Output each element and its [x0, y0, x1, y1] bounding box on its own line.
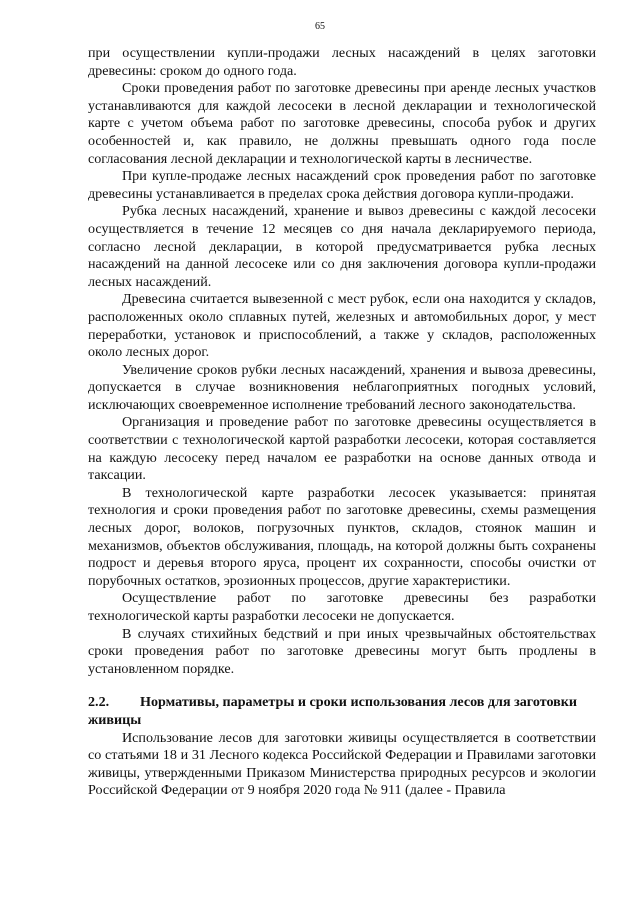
paragraph: Древесина считается вывезенной с мест рубок, если она находится у складов, расположенных около сплавных путей, железных и автомобильных дорог, у мест переработки, установок и приспособлений, а также у складов, расположенных около лесных дорог. — [88, 291, 596, 361]
paragraph: Организация и проведение работ по заготовке древесины осуществляется в соответствии с технологической картой разработки лесосеки, которая составляется на каждую лесосеку перед началом ее разработки на основе данных отвода и таксации. — [88, 414, 596, 484]
paragraph: Рубка лесных насаждений, хранение и вывоз древесины с каждой лесосеки осуществляется в течение 12 месяцев со дня начала декларируемого периода, согласно лесной декларации, в которой предусматривается рубка лесных насаждений на данной лесосеке или со дня заключения договора купли-продажи лесных насаждений. — [88, 203, 596, 290]
paragraph: Увеличение сроков рубки лесных насаждений, хранения и вывоза древесины, допускается в случае возникновения неблагоприятных погодных условий, исключающих своевременное исполнение требований лесного законодательства. — [88, 361, 596, 413]
paragraph: Использование лесов для заготовки живицы осуществляется в соответствии со статьями 18 и 31 Лесного кодекса Российской Федерации и Правилами заготовки живицы, утвержденными Приказом Министерства природных ресурсов и экологии Российской Федерации от 9 ноября 2020 года № 911 (далее - Правила — [88, 729, 596, 799]
section-number: 2.2. — [88, 694, 110, 711]
document-body — [88, 45, 596, 800]
section-heading — [88, 694, 596, 729]
paragraph: В технологической карте разработки лесосек указывается: принятая технология и сроки проведения работ по заготовке древесины, схемы размещения лесных дорог, волоков, погрузочных пунктов, складов, стоянок машин и механизмов, объектов обслуживания, площадь, на которой должны быть сохранены подрост и деревья второго яруса, процент их сохранности, способы очистки от порубочных остатков, эрозионных процессов, другие характеристики. — [88, 484, 596, 589]
section-title: Нормативы, параметры и сроки использования лесов для заготовки живицы — [88, 694, 577, 728]
paragraph: Осуществление работ по заготовке древесины без разработки технологической карты разработки лесосеки не допускается. — [88, 590, 596, 624]
paragraph: В случаях стихийных бедствий и при иных чрезвычайных обстоятельствах сроки проведения работ по заготовке древесины могут быть продлены в установленном порядке. — [88, 625, 596, 677]
paragraph: При купле-продаже лесных насаждений срок проведения работ по заготовке древесины устанавливается в пределах срока действия договора купли-продажи. — [88, 168, 596, 202]
paragraph: при осуществлении купли-продажи лесных насаждений в целях заготовки древесины: сроком до одного года. — [88, 45, 596, 79]
page-number: 65 — [315, 21, 325, 32]
paragraph: Сроки проведения работ по заготовке древесины при аренде лесных участков устанавливаются для каждой лесосеки в лесной декларации и технологической карте с учетом объема работ по заготовке древесины, способа рубок и других особенностей и, как правило, не должны превышать одного года после согласования лесной декларации и технологической карты в лесничестве. — [88, 80, 596, 167]
